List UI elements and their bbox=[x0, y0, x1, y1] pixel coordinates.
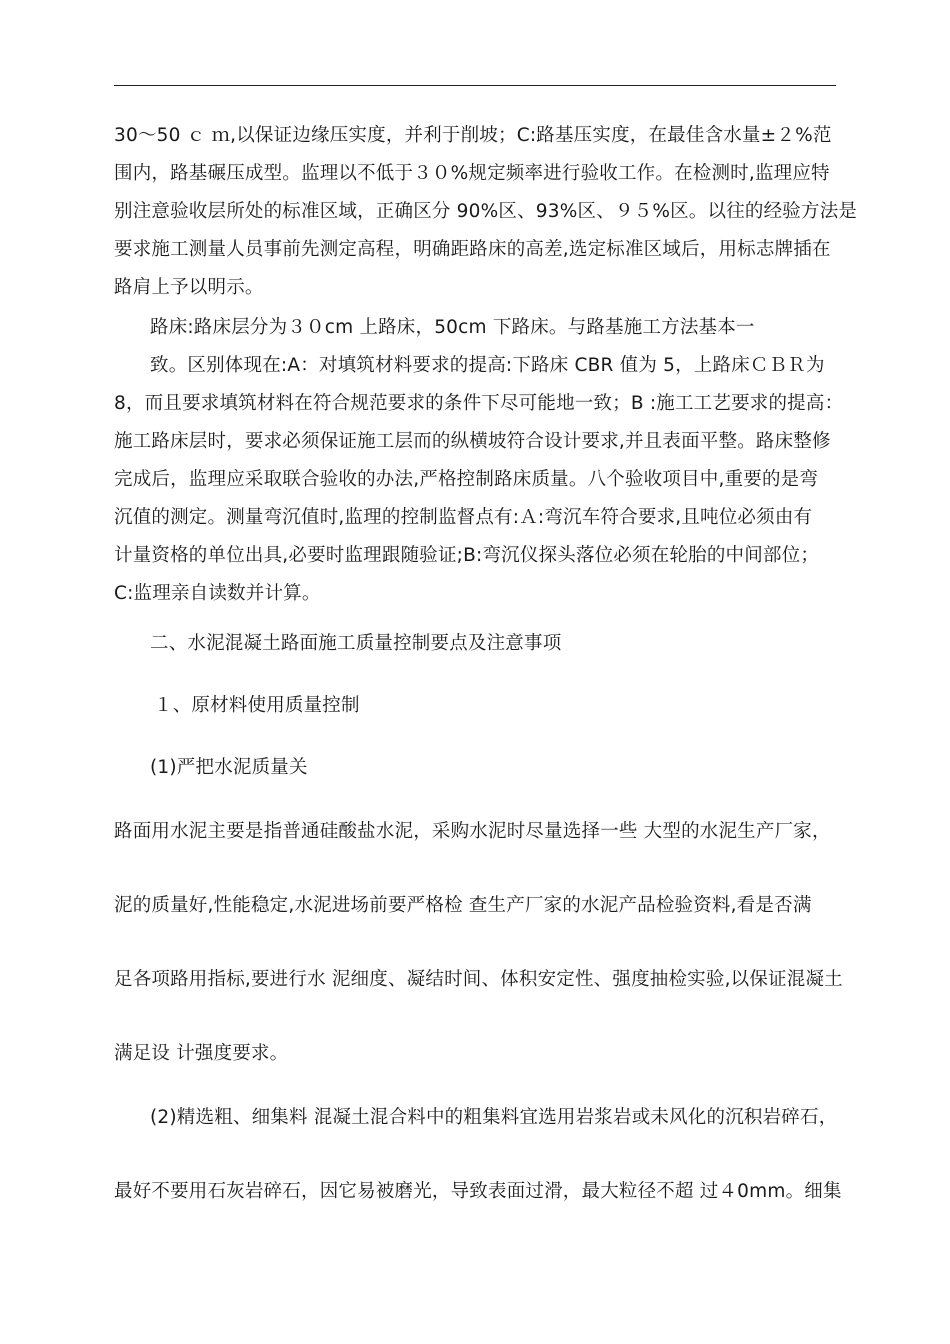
aggregate-paragraph-line-1: (2)精选粗、细集料 混凝土混合料中的粗集料宜选用岩浆岩或未风化的沉积岩碎石， bbox=[150, 1107, 838, 1128]
roadbed-paragraph-line-5: 完成后，监理应采取联合验收的办法,严格控制路床质量。八个验收项目中,重要的是弯 bbox=[114, 469, 819, 490]
roadbed-paragraph-line-3: 8，而且要求填筑材料在符合规范要求的条件下尽可能地一致；B :施工工艺要求的提高： bbox=[114, 393, 844, 414]
cement-paragraph-line-2: 泥的质量好,性能稳定,水泥进场前要严格检 查生产厂家的水泥产品检验资料,看是否满 bbox=[114, 895, 812, 916]
body-line-4: 要求施工测量人员事前先测定高程，明确距路床的高差,选定标准区域后，用标志牌插在 bbox=[114, 239, 831, 260]
cement-paragraph-line-3: 足各项路用指标,要进行水 泥细度、凝结时间、体积安定性、强度抽检实验,以保证混凝土 bbox=[114, 969, 843, 990]
cement-paragraph-line-1: 路面用水泥主要是指普通硅酸盐水泥，采购水泥时尽量选择一些 大型的水泥生产厂家， bbox=[114, 821, 831, 842]
roadbed-paragraph-line-8: C:监理亲自读数并计算。 bbox=[114, 583, 321, 604]
roadbed-paragraph-line-4: 施工路床层时，要求必须保证施工层而的纵横坡符合设计要求,并且表面平整。路床整修 bbox=[114, 431, 831, 452]
body-line-5: 路肩上予以明示。 bbox=[114, 277, 264, 298]
roadbed-paragraph-line-7: 计量资格的单位出具,必要时监理跟随验证;B:弯沉仪探头落位必须在轮胎的中间部位； bbox=[114, 545, 820, 566]
body-line-1: 30～50 ｃ ｍ,以保证边缘压实度，并利于削坡；C:路基压实度，在最佳含水量±２%范 bbox=[114, 125, 832, 146]
aggregate-paragraph-line-2: 最好不要用石灰岩碎石，因它易被磨光，导致表面过滑，最大粒径不超 过４0mm。细集 bbox=[114, 1181, 842, 1202]
roadbed-paragraph-line-1: 路床:路床层分为３０cm 上路床，50cm 下路床。与路基施工方法基本一 bbox=[150, 317, 755, 338]
roadbed-paragraph-line-2: 致。区别体现在:A：对填筑材料要求的提高:下路床 CBR 值为 5，上路床ＣＢＲ为 bbox=[150, 355, 825, 376]
body-line-3: 别注意验收层所处的标准区域，正确区分 90%区、93%区、９５%区。以往的经验方法是 bbox=[114, 201, 858, 222]
item-heading-1: (1)严把水泥质量关 bbox=[150, 757, 308, 778]
cement-paragraph-line-4: 满足设 计强度要求。 bbox=[114, 1043, 289, 1064]
section-heading: 二、水泥混凝土路面施工质量控制要点及注意事项 bbox=[150, 633, 562, 654]
subsection-heading: １、原材料使用质量控制 bbox=[154, 695, 360, 716]
body-line-2: 围内，路基碾压成型。监理以不低于３０%规定频率进行验收工作。在检测时,监理应特 bbox=[114, 163, 830, 184]
header-rule bbox=[114, 85, 836, 86]
roadbed-paragraph-line-6: 沉值的测定。测量弯沉值时,监理的控制监督点有:Ａ:弯沉车符合要求,且吨位必须由有 bbox=[114, 507, 813, 528]
